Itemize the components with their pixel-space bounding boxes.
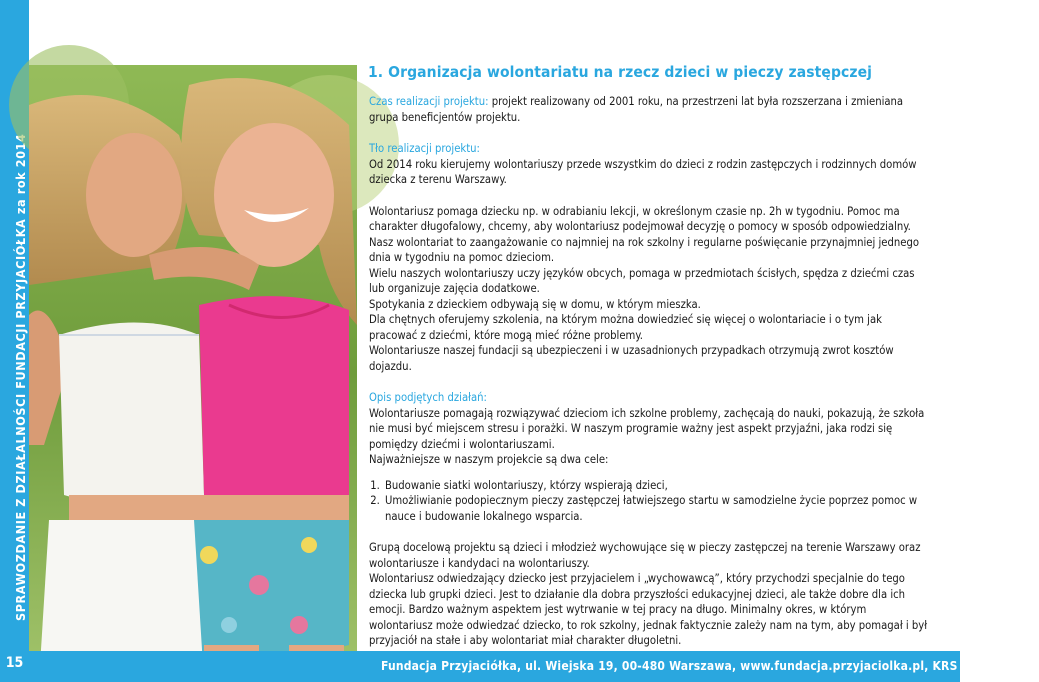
goal-item: 2. Umożliwianie podopiecznym pieczy zastępczej łatwiejszego startu w samodzielne życie poprzez pomoc w nauce i budowanie lokalnego wsparcia. bbox=[383, 493, 929, 524]
closing-paragraph: Grupą docelową projektu są dzieci i młodzież wychowujące się w pieczy zastępczej na terenie Warszawy oraz wolontariusze i kandydaci na wolontariuszy. bbox=[369, 541, 921, 570]
content bbox=[369, 62, 929, 649]
opis-label: Opis podjętych działań: bbox=[369, 391, 487, 404]
goal-item: 1. Budowanie siatki wolontariuszy, którzy wspierają dzieci, bbox=[383, 478, 929, 494]
goals-list bbox=[369, 478, 929, 525]
opis-line: Najważniejsze w naszym projekcie są dwa cele: bbox=[369, 453, 609, 466]
section-heading: 1. Organizacja wolontariatu na rzecz dzieci w pieczy zastępczej bbox=[368, 63, 873, 81]
realizacja-label: Czas realizacji projektu: bbox=[369, 95, 489, 108]
paragraph: Wolontariusz pomaga dziecku np. w odrabianiu lekcji, w określonym czasie np. 2h w tygodniu. Pomoc ma charakter długofalowy, chcemy, aby wolontariusz podejmował decyzję o pomocy w sposób odpowiedzialny. bbox=[369, 204, 911, 233]
closing-paragraph: Wolontariusz odwiedzający dziecko jest przyjacielem i „wychowawcą”, który przychodzi specjalnie do tego dziecka lub grupki dzieci. Jest to działanie dla dobra przyszłości edukacyjnej dzieci, ale także dobre dla ich emocji. Bardzo ważnym aspektem jest wytrwanie w tej pracy na długo. Minimalny okres, w którym wolontariusz może odwiedzać dziecko, to rok szkolny, jednak faktycznie zależy nam na tym, aby pomagał i był przyjaciół na stałe i aby wolontariat miał charakter długoletni. bbox=[369, 572, 928, 647]
opis-line: Wolontariusze pomagają rozwiązywać dzieciom ich szkolne problemy, zachęcają do nauki, pokazują, że szkoła nie musi być miejscem stresu i porażki. W naszym programie ważny jest aspekt przyjaźni, jaka rodzi się pomiędzy dziećmi i wolontariuszami. bbox=[369, 406, 925, 451]
footer-text: Fundacja Przyjaciółka, ul. Wiejska 19, 00-480 Warszawa, www.fundacja.przyjaciolka.pl, KRS 0000074781 bbox=[381, 659, 1039, 673]
photo-illustration bbox=[29, 65, 357, 682]
paragraph: Wolontariusze naszej fundacji są ubezpieczeni i w uzasadnionych przypadkach otrzymują zwrot kosztów dojazdu. bbox=[369, 344, 894, 373]
tlo-label: Tło realizacji projektu: bbox=[369, 142, 480, 155]
footer bbox=[0, 651, 1039, 682]
page-number: 15 bbox=[5, 655, 24, 671]
sidebar-title: SPRAWOZDANIE Z DZIAŁALNOŚCI FUNDACJI PRZYJACIÓŁKA za rok 2014 bbox=[13, 133, 28, 621]
paragraph: Nasz wolontariat to zaangażowanie co najmniej na rok szkolny i regularne poświęcanie przynajmniej jednego dnia w tygodniu na pomoc dzieciom. bbox=[369, 235, 919, 264]
paragraph: Wielu naszych wolontariuszy uczy języków obcych, pomaga w przedmiotach ścisłych, spędza z dziećmi czas lub organizuje zajęcia dodatkowe. bbox=[369, 266, 915, 295]
photo-two-girls bbox=[29, 65, 357, 682]
realizacja-text: projekt realizowany od 2001 roku, na przestrzeni lat była rozszerzana i zmieniana grupa beneficjentów projektu. bbox=[369, 95, 904, 124]
realizacja-paragraph bbox=[369, 94, 929, 125]
paragraph: Dla chętnych oferujemy szkolenia, na którym można dowiedzieć się więcej o wolontariacie i o tym jak pracować z dziećmi, które mogą mieć różne problemy. bbox=[369, 313, 882, 342]
tlo-text: Od 2014 roku kierujemy wolontariuszy przede wszystkim do dzieci z rodzin zastępczych i rodzinnych domów dziecka z terenu Warszawy. bbox=[369, 157, 917, 186]
paragraph: Spotykania z dzieckiem odbywają się w domu, w którym mieszka. bbox=[369, 297, 701, 311]
